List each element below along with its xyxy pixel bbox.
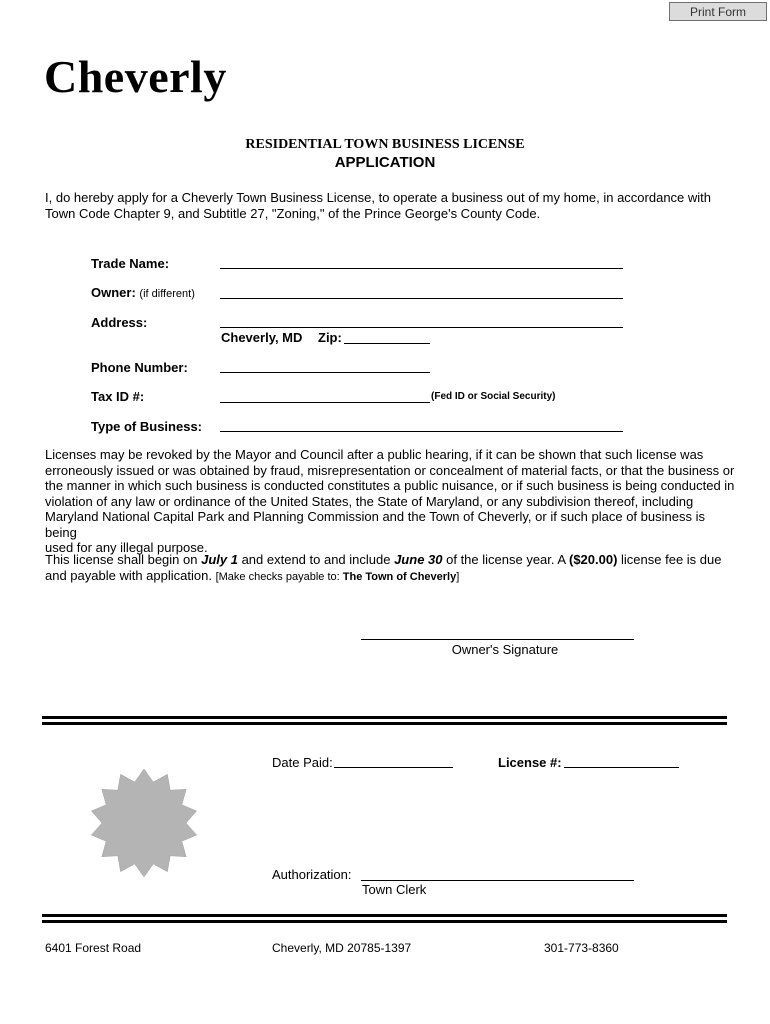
divider-bottom-2 (42, 920, 727, 923)
authorization-field[interactable] (361, 880, 634, 881)
authorization-label: Authorization: (272, 867, 352, 882)
zip-field[interactable] (344, 343, 430, 344)
revocation-line-5: Maryland National Capital Park and Planning Commission and the Town of Cheverly, or if such place of business is being (45, 509, 705, 540)
zip-label: Zip: (318, 330, 342, 345)
term-text-2: and extend to and include (237, 552, 395, 567)
footer-city: Cheverly, MD 20785-1397 (272, 941, 412, 955)
town-logo: Cheverly (44, 51, 227, 102)
form-title: RESIDENTIAL TOWN BUSINESS LICENSE (245, 137, 525, 152)
revocation-line-2: erroneously issued or was obtained by fraud, misrepresentation or concealment of material facts, or that the business or (45, 462, 735, 478)
term-text-3: of the license year. A (442, 552, 569, 567)
license-number-field[interactable] (564, 767, 679, 768)
seal-starburst-icon (88, 767, 200, 879)
business-type-label: Type of Business: (91, 419, 203, 434)
revocation-line-3: the manner in which such business is conducted constitutes a public nuisance, or if such business is being conducted in (45, 478, 735, 493)
intro-line-1: I, do hereby apply for a Cheverly Town Business License, to operate a business out of my home, in accordance with (45, 190, 712, 205)
tax-id-field[interactable] (220, 402, 430, 403)
address-label: Address: (91, 315, 148, 330)
form-subtitle: APPLICATION (334, 154, 436, 171)
tax-id-label: Tax ID #: (91, 389, 145, 404)
intro-line-2: Town Code Chapter 9, and Subtitle 27, "Zoning," of the Prince George's County Code. (45, 205, 541, 221)
address-field[interactable] (220, 327, 623, 328)
check-note: [Make checks payable to: (215, 570, 343, 583)
license-term-line-2 (45, 568, 735, 586)
revocation-line-6: used for any illegal purpose. (45, 540, 208, 555)
license-term-paragraph (45, 552, 735, 585)
owner-label-text: Owner: (91, 285, 136, 300)
license-number-label: License #: (498, 755, 562, 770)
term-start-date: July 1 (201, 552, 238, 567)
footer-address: 6401 Forest Road (45, 941, 142, 955)
phone-label: Phone Number: (91, 360, 188, 375)
divider-top-2 (42, 722, 727, 725)
check-payee: The Town of Cheverly (342, 570, 457, 583)
footer-phone: 301-773-8360 (544, 941, 619, 955)
tax-id-note: (Fed ID or Social Security) (431, 391, 556, 402)
owner-signature-field[interactable] (361, 639, 634, 640)
trade-name-field[interactable] (220, 268, 623, 269)
revocation-line-1: Licenses may be revoked by the Mayor and Council after a public hearing, if it can be shown that such license was (45, 447, 704, 462)
trade-name-label: Trade Name: (91, 256, 170, 271)
term-text-1: This license shall begin on (45, 552, 202, 567)
print-form-button[interactable]: Print Form (669, 2, 767, 21)
revocation-paragraph (45, 447, 735, 556)
intro-paragraph (45, 190, 735, 221)
owner-note: (if different) (139, 288, 195, 300)
license-term-line-1 (45, 552, 735, 568)
phone-field[interactable] (220, 372, 430, 373)
divider-bottom-1 (42, 914, 727, 917)
owner-field[interactable] (220, 298, 623, 299)
date-paid-label: Date Paid: (272, 755, 333, 770)
date-paid-field[interactable] (334, 767, 453, 768)
business-type-field[interactable] (220, 431, 623, 432)
revocation-line-4: violation of any law or ordinance of the United States, the State of Maryland, or any subdivision thereof, including (45, 493, 694, 509)
divider-top-1 (42, 716, 727, 719)
address-city: Cheverly, MD (221, 330, 303, 345)
license-fee: ($20.00) (568, 552, 618, 567)
owner-label (91, 285, 195, 300)
term-end-date: June 30 (394, 552, 443, 567)
town-clerk-label: Town Clerk (362, 882, 427, 897)
check-note-close: ] (456, 570, 460, 583)
owner-signature-label: Owner's Signature (451, 642, 559, 657)
term-text-4: license fee is due (617, 552, 722, 567)
term-text-5: and payable with application. (45, 567, 216, 583)
